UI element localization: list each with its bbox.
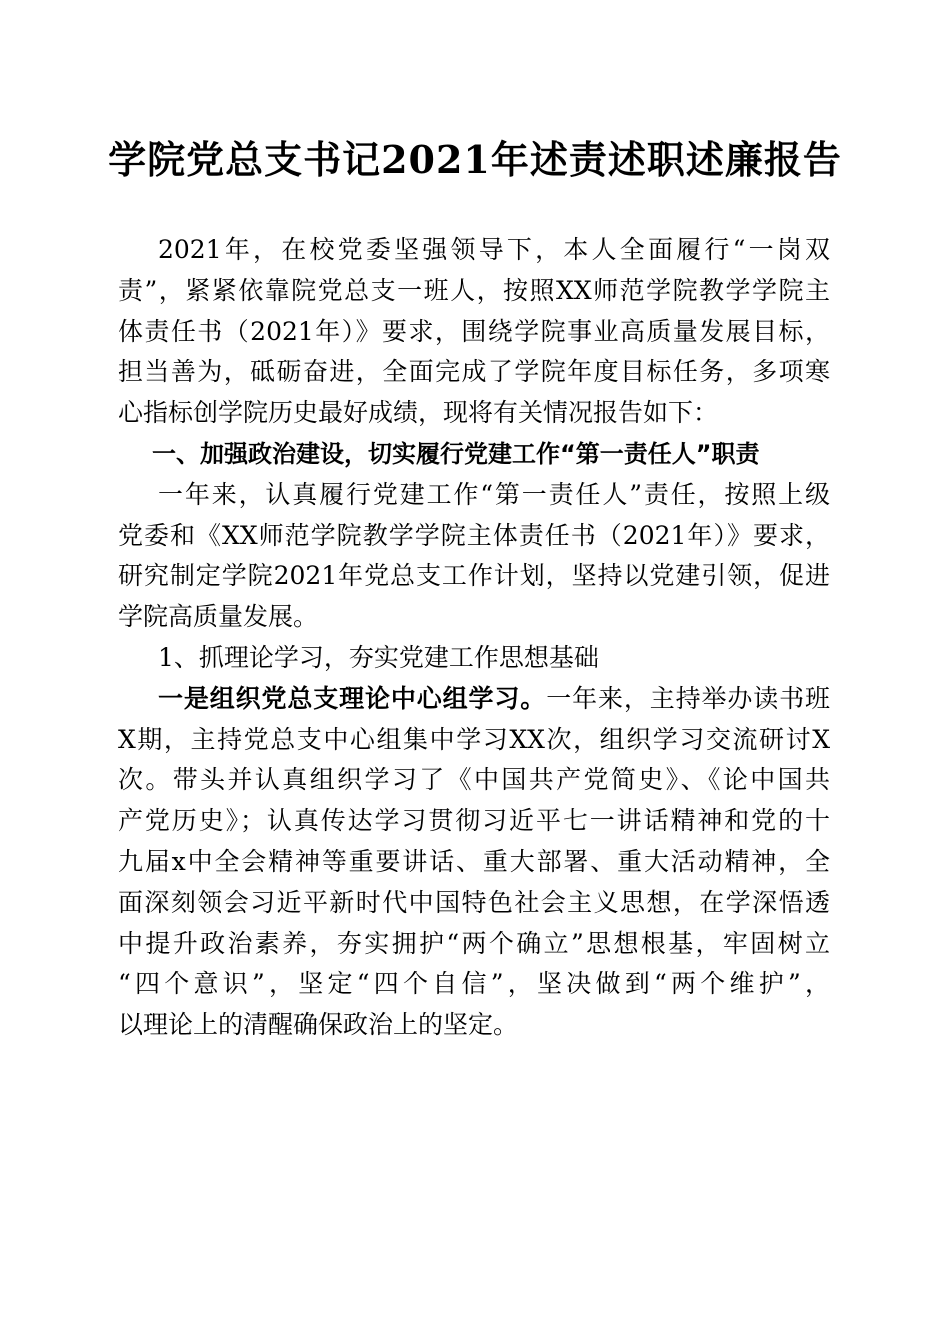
paragraph-line bbox=[118, 679, 830, 720]
intro-paragraph bbox=[118, 230, 830, 434]
section-paragraph bbox=[118, 475, 830, 638]
paragraph-line: 2021年，在校党委坚强领导下，本人全面履行“一岗双 bbox=[158, 235, 830, 264]
document-body bbox=[118, 230, 830, 1046]
paragraph-line: 产党历史》；认真传达学习贯彻习近平七一讲话精神和党的十 bbox=[118, 806, 830, 836]
paragraph-lead-bold: 一是组织党总支理论中心组学习。 bbox=[158, 683, 547, 713]
paragraph-line: 责”，紧紧依靠院党总支一班人，按照XX师范学院教学学院主 bbox=[118, 275, 830, 305]
paragraph-line: 一年来，认真履行党建工作“第一责任人”责任，按照上级 bbox=[158, 479, 830, 509]
paragraph-line: 以理论上的清醒确保政治上的坚定。 bbox=[118, 1010, 519, 1040]
paragraph-line: 研究制定学院2021年党总支工作计划，坚持以党建引领，促进 bbox=[118, 561, 830, 591]
paragraph-lead-rest: 一年来，主持举办读书班 bbox=[546, 683, 830, 713]
paragraph-line: 中提升政治素养，夯实拥护“两个确立”思想根基，牢固树立 bbox=[118, 928, 830, 958]
paragraph-line: 九届x中全会精神等重要讲话、重大部署、重大活动精神，全 bbox=[118, 846, 830, 876]
document-title: 学院党总支书记2021年述责述职述廉报告 bbox=[108, 137, 842, 182]
paragraph-line: 党委和《XX师范学院教学学院主体责任书（2021年）》要求， bbox=[118, 520, 830, 550]
paragraph-line: 学院高质量发展。 bbox=[118, 602, 319, 632]
paragraph-line: “四个意识”，坚定“四个自信”，坚决做到“两个维护”， bbox=[118, 969, 830, 999]
paragraph-line: X期，主持党总支中心组集中学习XX次，组织学习交流研讨X bbox=[118, 724, 830, 754]
paragraph-line: 担当善为，砥砺奋进，全面完成了学院年度目标任务，多项寒 bbox=[118, 357, 830, 387]
section-heading: 一、加强政治建设，切实履行党建工作“第一责任人”职责 bbox=[152, 439, 760, 468]
paragraph-line: 次。带头并认真组织学习了《中国共产党简史》、《论中国共 bbox=[118, 765, 830, 795]
subsection-heading: 1、抓理论学习，夯实党建工作思想基础 bbox=[158, 642, 599, 672]
subsection-paragraph bbox=[118, 679, 830, 1046]
paragraph-line: 体责任书（2021年）》要求，围绕学院事业高质量发展目标， bbox=[118, 316, 830, 346]
paragraph-line: 心指标创学院历史最好成绩，现将有关情况报告如下： bbox=[118, 398, 719, 428]
paragraph-line: 面深刻领会习近平新时代中国特色社会主义思想，在学深悟透 bbox=[118, 887, 830, 917]
